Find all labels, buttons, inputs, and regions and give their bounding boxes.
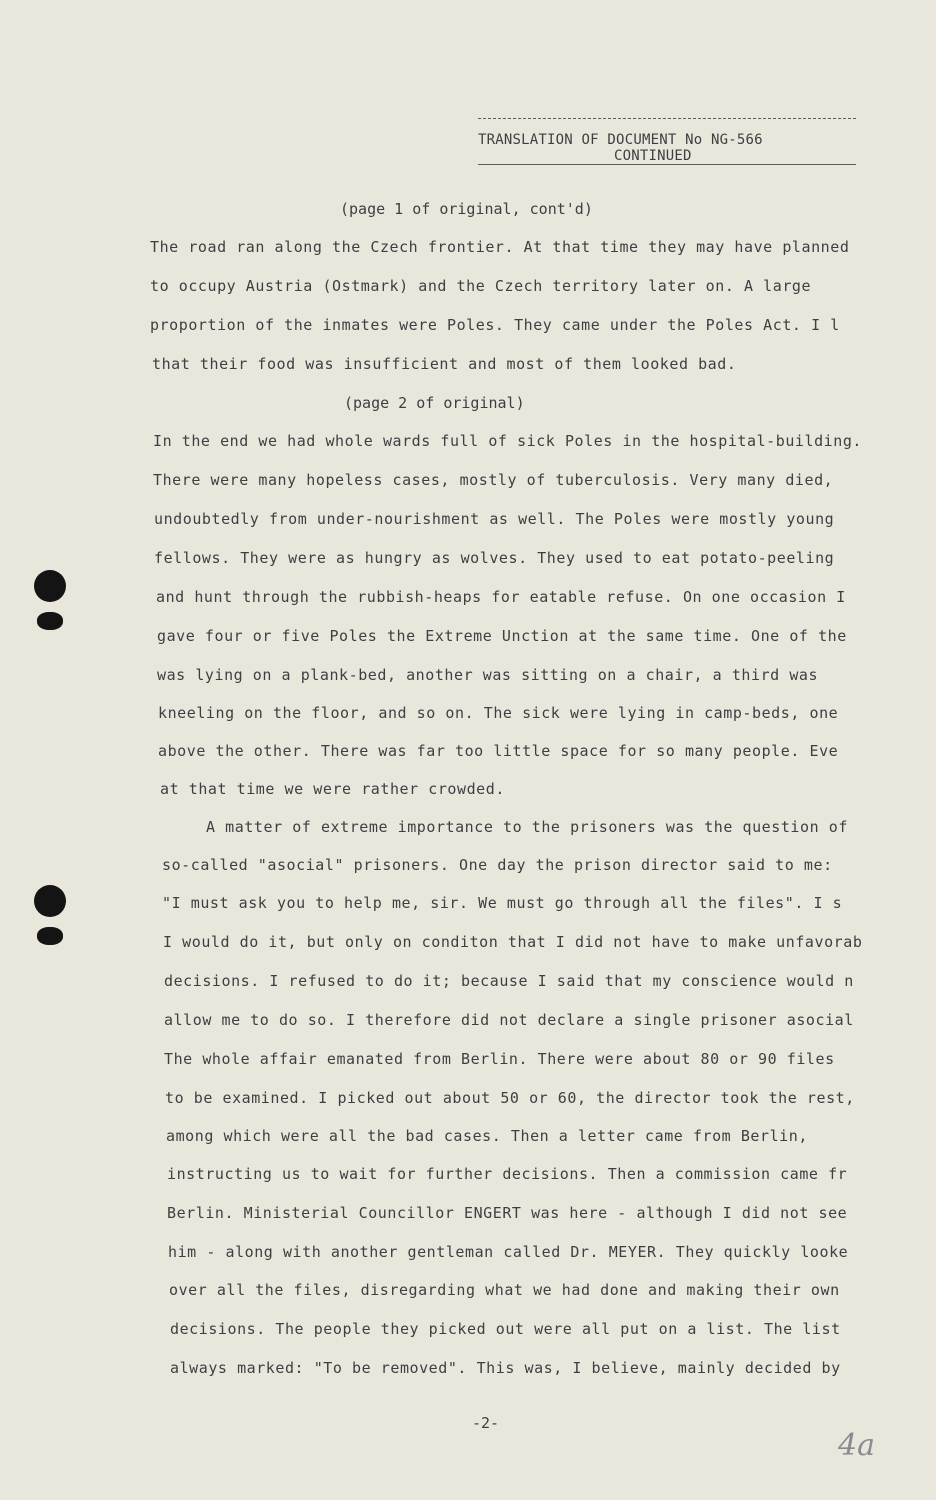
text-line-13: above the other. There was far too little space for so many people. Eve: [158, 742, 839, 760]
text-line-27: over all the files, disregarding what we had done and making their own: [169, 1281, 840, 1299]
text-line-25: Berlin. Ministerial Councillor ENGERT was here - although I did not see: [167, 1204, 848, 1222]
section-label-page-1: (page 1 of original, cont'd): [340, 200, 593, 218]
page-number: -2-: [472, 1414, 500, 1432]
text-line-6: There were many hopeless cases, mostly of tuberculosis. Very many died,: [153, 471, 834, 489]
text-line-1: The road ran along the Czech frontier. At that time they may have planned: [150, 238, 850, 256]
punch-hole: [37, 612, 63, 630]
text-line-9: and hunt through the rubbish-heaps for eatable refuse. On one occasion I: [156, 588, 846, 606]
section-label-page-2: (page 2 of original): [344, 394, 525, 412]
header-rule-top: [478, 118, 856, 119]
text-line-20: allow me to do so. I therefore did not declare a single prisoner asocial: [164, 1011, 854, 1029]
text-line-14: at that time we were rather crowded.: [160, 780, 505, 798]
text-line-28: decisions. The people they picked out were all put on a list. The list: [170, 1320, 841, 1338]
header-subtitle: CONTINUED: [614, 148, 692, 164]
header-rule-bottom: [478, 164, 856, 165]
header-title: TRANSLATION OF DOCUMENT No NG-566: [478, 132, 763, 148]
punch-hole: [37, 927, 63, 945]
text-line-15: A matter of extreme importance to the prisoners was the question of: [206, 818, 848, 836]
text-line-21: The whole affair emanated from Berlin. There were about 80 or 90 files: [164, 1050, 835, 1068]
text-line-17: "I must ask you to help me, sir. We must go through all the files". I s: [162, 894, 843, 912]
text-line-16: so-called "asocial" prisoners. One day the prison director said to me:: [162, 856, 833, 874]
punch-hole: [34, 570, 66, 602]
text-line-19: decisions. I refused to do it; because I said that my conscience would n: [164, 972, 854, 990]
punch-hole: [34, 885, 66, 917]
text-line-26: him - along with another gentleman called Dr. MEYER. They quickly looke: [168, 1243, 849, 1261]
text-line-2: to occupy Austria (Ostmark) and the Czech territory later on. A large: [150, 277, 812, 295]
text-line-8: fellows. They were as hungry as wolves. They used to eat potato-peeling: [154, 549, 835, 567]
text-line-12: kneeling on the floor, and so on. The sick were lying in camp-beds, one: [158, 704, 839, 722]
text-line-22: to be examined. I picked out about 50 or 60, the director took the rest,: [165, 1089, 855, 1107]
text-line-18: I would do it, but only on conditon that I did not have to make unfavorab: [163, 933, 863, 951]
text-line-3: proportion of the inmates were Poles. They came under the Poles Act. I l: [150, 316, 840, 334]
handwritten-note: 4a: [838, 1428, 875, 1463]
text-line-24: instructing us to wait for further decisions. Then a commission came fr: [167, 1165, 848, 1183]
text-line-5: In the end we had whole wards full of sick Poles in the hospital-building.: [153, 432, 862, 450]
text-line-7: undoubtedly from under-nourishment as well. The Poles were mostly young: [154, 510, 835, 528]
text-line-10: gave four or five Poles the Extreme Unction at the same time. One of the: [157, 627, 847, 645]
text-line-23: among which were all the bad cases. Then a letter came from Berlin,: [166, 1127, 808, 1145]
text-line-11: was lying on a plank-bed, another was sitting on a chair, a third was: [157, 666, 819, 684]
text-line-29: always marked: "To be removed". This was, I believe, mainly decided by: [170, 1359, 841, 1377]
text-line-4: that their food was insufficient and most of them looked bad.: [152, 355, 737, 373]
